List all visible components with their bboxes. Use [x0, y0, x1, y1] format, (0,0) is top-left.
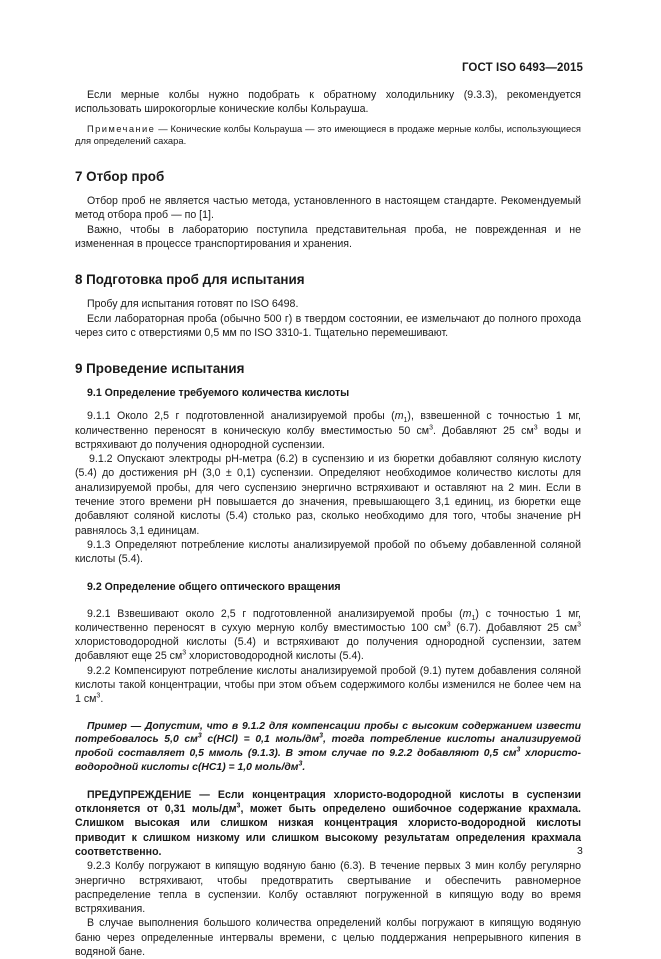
page-body: [75, 88, 581, 959]
note-text: — Конические колбы Кольрауша — это имеющиеся в продаже мерные колбы, использующиеся для определений сахара.: [75, 122, 581, 147]
p921-part-b: ) с точностью 1 мг, количественно переносят в сухую мерную колбу вместимостью 100 см: [75, 607, 581, 634]
warning-part-a: ПРЕДУПРЕЖДЕНИЕ — Если концентрация хлористо-водородной кислоты в суспензии отклоняется от 0,31 моль/дм: [75, 788, 581, 816]
subsection-9-1-title-text: 9.1 Определение требуемого количества кислоты: [87, 387, 350, 400]
section-7-text-2: Важно, чтобы в лабораторию поступила представительная проба, не поврежденная и не измененная в процессе транспортирования и хранения.: [75, 223, 581, 251]
note-label: Примечание: [87, 122, 156, 134]
p922-part-b: .: [100, 693, 104, 706]
p913-text: 9.1.3 Определяют потребление кислоты анализируемой пробой по объему добавленной соляной кислоты (5.4).: [75, 538, 581, 566]
p911-mass-subscript: 1: [403, 417, 408, 425]
p921-sup-2: 3: [577, 621, 581, 629]
section-8-text-1: Пробу для испытания готовят по ISO 6498.: [87, 298, 299, 311]
section-9-title: 9 Проведение испытания: [75, 361, 245, 377]
p921-mass-symbol: m: [462, 607, 472, 620]
p921-part-a: 9.2.1 Взвешивают около 2,5 г подготовленной анализируемой пробы (: [87, 607, 463, 620]
paragraph-9-1-3: [75, 538, 581, 567]
example-sup-2: 3: [319, 732, 324, 740]
paragraph-9-2-2: [75, 664, 581, 707]
section-7-paragraph-1: [75, 194, 581, 223]
note-block: [75, 123, 581, 149]
example-part-d: хлористо-водородной кислоты c(HC1) = 1,0 моль/дм: [75, 748, 581, 773]
example-part-e: .: [302, 762, 306, 773]
p921-sup-1: 3: [446, 621, 451, 629]
p911-part-d: воды и встряхивают до получения однородной суспензии.: [75, 424, 581, 451]
section-8-title: 8 Подготовка проб для испытания: [75, 272, 305, 288]
p922-part-a: 9.2.2 Компенсируют потребление кислоты анализируемой пробой (9.1) путем добавления соляной кислоты такой концентрации, чтобы при этом объем содержимого колбы изменился не более чем на 1 см: [75, 664, 581, 706]
warning-part-b: , может быть определено ошибочное содержание крахмала. Слишком высокая или слишком низкая концентрация хлористо-водородной кислоты приводит к слишком низкому или слишком высокому результатам определения крахмала соответственно.: [75, 803, 581, 858]
p923-text: 9.2.3 Колбу погружают в кипящую водяную баню (6.3). В течение первых 3 мин колбу регулярно энергично встряхивают, чтобы предотвратить свертывание и обеспечить равномерное распределение тепла в суспензии. Колбу оставляют погруженной в кипящую воду во время встряхивания.: [75, 860, 581, 916]
section-7-title: 7 Отбор проб: [75, 169, 165, 185]
section-8-paragraph-2: [75, 312, 581, 341]
p912-text: 9.1.2 Опускают электроды pH-метра (6.2) в суспензию и из бюретки добавляют соляную кислоту (5.4) до достижения pH (3,0 ± 0,1) суспензии. Определяют необходимое количество кислоты для анализируемой пробы, для чего суспензию энергично встряхивают и оставляют на 2 мин. Если в течение этого времени pH повышается до значения, превышающего 3,1 единиц, из бюретки еще добавляют соляной кислоты (5.4) столько раз, сколько необходимо для того, чтобы значение pH равнялось 3,1 единицам.: [75, 453, 581, 537]
paragraph-9-2-4: [75, 916, 581, 959]
example-sup-4: 3: [298, 760, 303, 768]
paragraph-9-1-2: [75, 452, 581, 538]
p922-sup: 3: [96, 692, 101, 700]
subsection-9-2-title: [75, 580, 581, 594]
section-7-paragraph-2: [75, 223, 581, 252]
paragraph-9-2-1: [75, 607, 581, 664]
page-number: 3: [577, 845, 583, 857]
subsection-9-2-title-text: 9.2 Определение общего оптического вращения: [87, 580, 341, 593]
example-block: [75, 720, 581, 775]
p911-sup-1: 3: [429, 424, 433, 432]
document-header-id: ГОСТ ISO 6493—2015: [461, 62, 583, 74]
p911-mass-symbol: m: [394, 410, 404, 423]
paragraph-9-2-3: [75, 859, 581, 916]
p921-part-d: хлористоводородной кислоты (5.4) и встряхивают до получения однородной суспензии, затем добавляют еще 25 см: [75, 636, 581, 663]
p921-mass-subscript: 1: [471, 614, 476, 622]
p911-part-a: 9.1.1 Около 2,5 г подготовленной анализируемой пробы (: [87, 410, 395, 423]
p921-part-e: хлористоводородной кислоты (5.4).: [186, 650, 364, 663]
section-7-text-1: Отбор проб не является частью метода, установленного в настоящем стандарте. Рекомендуемый метод отбора проб — по [1].: [75, 195, 581, 222]
example-part-b: c(HCl) = 0,1 моль/дм: [201, 734, 320, 746]
p924-text: В случае выполнения большого количества определений колбы погружают в кипящую водяную баню через определенные интервалы времени, с целью поддержания непрерывного кипения в водяной бане.: [75, 917, 581, 959]
p911-part-c: . Добавляют 25 см: [432, 424, 534, 437]
warning-sup: 3: [236, 802, 241, 810]
paragraph-9-1-1: [75, 409, 581, 452]
warning-block: [75, 788, 581, 859]
example-sup-3: 3: [516, 746, 521, 754]
example-part-c: , тогда потребление кислоты анализируемой пробой составляет 0,5 ммоль (9.1.3). В этом случае по 9.2.2 добавляют 0,5 см: [75, 734, 581, 760]
intro-paragraph: [75, 88, 581, 117]
p921-sup-3: 3: [182, 649, 187, 657]
section-8-text-2: Если лабораторная проба (обычно 500 г) в твердом состоянии, ее измельчают до полного прохода через сито с отверстиями 0,5 мм по ISO 3310-1. Тщательно перемешивают.: [75, 312, 581, 339]
p921-part-c: (6.7). Добавляют 25 см: [450, 621, 578, 634]
example-sup-1: 3: [197, 732, 202, 740]
p911-sup-2: 3: [533, 424, 538, 432]
p911-part-b: ), взвешенной с точностью 1 мг, количественно переносят в коническую колбу вместимостью 50 см: [75, 410, 581, 437]
subsection-9-1-title: [75, 386, 581, 400]
section-8-paragraph-1: [75, 297, 581, 311]
intro-text: Если мерные колбы нужно подобрать к обратному холодильнику (9.3.3), рекомендуется использовать широкогорлые конические колбы Кольрауша.: [75, 89, 581, 116]
example-part-a: Пример — Допустим, что в 9.1.2 для компенсации пробы с высоким содержанием извести потребовалось 5,0 см: [75, 720, 581, 746]
